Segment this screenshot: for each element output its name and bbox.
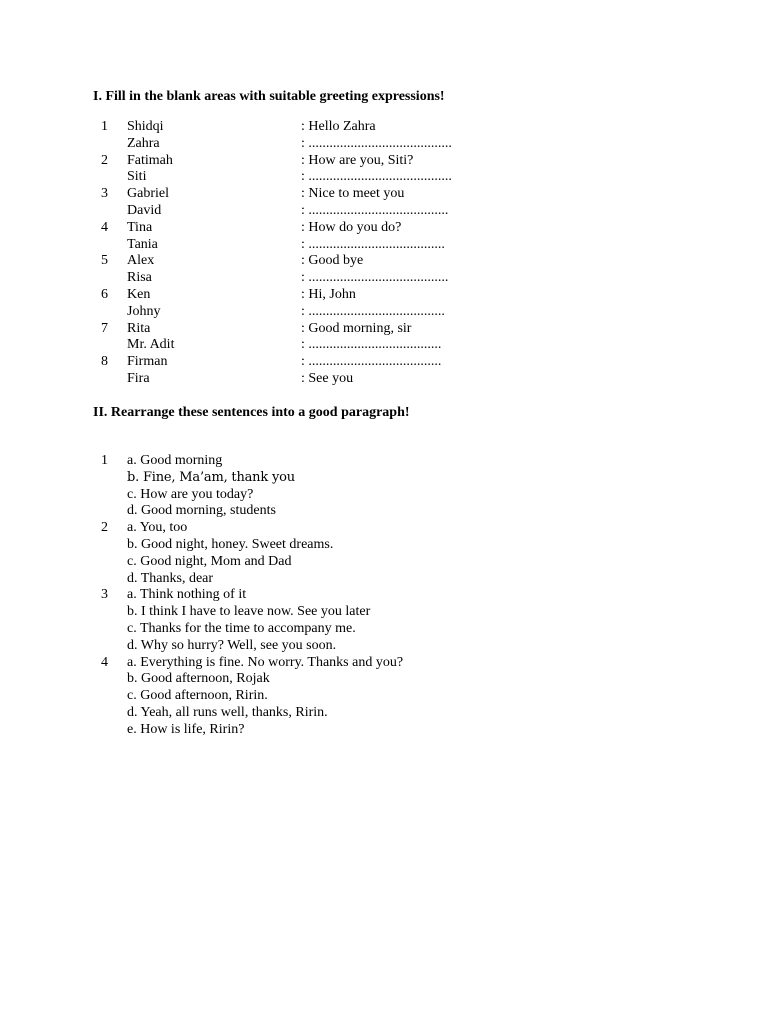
dialogue-line: : ........................................ bbox=[301, 203, 449, 218]
sentence-row bbox=[0, 469, 768, 486]
item-number: 7 bbox=[101, 320, 108, 336]
sentence-row bbox=[0, 519, 768, 536]
dialogue-row bbox=[0, 118, 768, 135]
speaker-name: Alex bbox=[127, 253, 155, 269]
speaker-name: Tina bbox=[127, 219, 153, 235]
speaker-name: Mr. Adit bbox=[127, 337, 175, 353]
sentence-option: c. Good night, Mom and Dad bbox=[127, 553, 292, 569]
dialogue-line: : How are you, Siti? bbox=[301, 152, 414, 168]
item-number: 8 bbox=[101, 354, 108, 370]
item-number: 5 bbox=[101, 253, 108, 269]
speaker-name: David bbox=[127, 203, 162, 218]
dialogue-row bbox=[0, 286, 768, 303]
sentence-option: a. Good morning bbox=[127, 453, 223, 468]
dialogue-row bbox=[0, 269, 768, 286]
dialogue-row bbox=[0, 152, 768, 169]
item-number: 2 bbox=[101, 152, 108, 168]
speaker-name: Gabriel bbox=[127, 186, 169, 202]
sentence-option: d. Thanks, dear bbox=[127, 570, 214, 586]
sentence-row bbox=[0, 704, 768, 721]
dialogue-row bbox=[0, 353, 768, 370]
dialogue-row bbox=[0, 219, 768, 236]
sentence-row bbox=[0, 637, 768, 654]
sentence-row bbox=[0, 670, 768, 687]
speaker-name: Fatimah bbox=[127, 152, 173, 168]
sentence-option: d. Good morning, students bbox=[127, 503, 276, 519]
dialogue-line: : Good morning, sir bbox=[301, 320, 412, 336]
section1-heading: I. Fill in the blank areas with suitable greeting expressions! bbox=[93, 89, 445, 104]
item-number: 3 bbox=[101, 186, 108, 202]
sentence-row bbox=[0, 502, 768, 519]
speaker-name: Siti bbox=[127, 169, 147, 185]
dialogue-line: : ......................................... bbox=[301, 169, 452, 185]
sentence-option: c. How are you today? bbox=[127, 486, 254, 502]
sentence-option: a. You, too bbox=[127, 520, 188, 536]
sentence-option: a. Think nothing of it bbox=[127, 587, 247, 603]
sentence-option: b. Fine, Ma’am, thank you bbox=[127, 469, 295, 485]
dialogue-line: : ....................................... bbox=[301, 236, 445, 252]
sentence-option: c. Good afternoon, Ririn. bbox=[127, 688, 268, 704]
speaker-name: Zahra bbox=[127, 135, 160, 151]
dialogue-line: : See you bbox=[301, 371, 354, 386]
sentence-row bbox=[0, 536, 768, 553]
sentence-row bbox=[0, 654, 768, 671]
sentence-option: b. Good afternoon, Rojak bbox=[127, 671, 270, 687]
item-number: 3 bbox=[101, 587, 108, 603]
sentence-option: a. Everything is fine. No worry. Thanks and you? bbox=[127, 654, 404, 670]
section2-heading: II. Rearrange these sentences into a good paragraph! bbox=[93, 405, 410, 420]
sentence-option: b. Good night, honey. Sweet dreams. bbox=[127, 537, 334, 552]
sentence-row bbox=[0, 687, 768, 704]
sentence-row bbox=[0, 553, 768, 570]
dialogue-row bbox=[0, 185, 768, 202]
dialogue-line: : ...................................... bbox=[301, 337, 442, 353]
item-number: 4 bbox=[101, 654, 108, 670]
item-number: 1 bbox=[101, 453, 108, 468]
speaker-name: Risa bbox=[127, 270, 152, 286]
item-number: 1 bbox=[101, 119, 108, 134]
speaker-name: Fira bbox=[127, 371, 150, 386]
sentence-row bbox=[0, 486, 768, 503]
item-number: 6 bbox=[101, 287, 108, 302]
speaker-name: Firman bbox=[127, 354, 168, 370]
sentence-option: e. How is life, Ririn? bbox=[127, 721, 245, 737]
sentence-option: d. Why so hurry? Well, see you soon. bbox=[127, 637, 337, 653]
dialogue-line: : Hello Zahra bbox=[301, 119, 376, 134]
dialogue-line: : Good bye bbox=[301, 253, 364, 269]
item-number: 2 bbox=[101, 520, 108, 536]
dialogue-row bbox=[0, 202, 768, 219]
speaker-name: Ken bbox=[127, 287, 151, 302]
dialogue-row bbox=[0, 236, 768, 253]
sentence-option: b. I think I have to leave now. See you later bbox=[127, 604, 371, 620]
sentence-row bbox=[0, 452, 768, 469]
dialogue-row bbox=[0, 168, 768, 185]
sentence-option: d. Yeah, all runs well, thanks, Ririn. bbox=[127, 705, 328, 720]
dialogue-row bbox=[0, 303, 768, 320]
sentence-row bbox=[0, 721, 768, 738]
dialogue-row bbox=[0, 370, 768, 387]
dialogue-line: : Hi, John bbox=[301, 287, 356, 302]
speaker-name: Rita bbox=[127, 320, 151, 336]
dialogue-row bbox=[0, 135, 768, 152]
dialogue-line: : ....................................... bbox=[301, 303, 445, 319]
dialogue-line: : Nice to meet you bbox=[301, 186, 405, 202]
item-number: 4 bbox=[101, 219, 108, 235]
sentence-option: c. Thanks for the time to accompany me. bbox=[127, 621, 356, 636]
sentence-row bbox=[0, 603, 768, 620]
dialogue-line: : ........................................ bbox=[301, 270, 449, 286]
sentence-row bbox=[0, 586, 768, 603]
speaker-name: Tania bbox=[127, 236, 158, 252]
dialogue-row bbox=[0, 252, 768, 269]
dialogue-line: : ...................................... bbox=[301, 354, 442, 370]
sentence-row bbox=[0, 570, 768, 587]
dialogue-row bbox=[0, 336, 768, 353]
sentence-row bbox=[0, 620, 768, 637]
dialogue-line: : ......................................... bbox=[301, 135, 452, 151]
speaker-name: Shidqi bbox=[127, 119, 164, 134]
dialogue-row bbox=[0, 320, 768, 337]
speaker-name: Johny bbox=[127, 303, 161, 319]
dialogue-line: : How do you do? bbox=[301, 219, 402, 235]
